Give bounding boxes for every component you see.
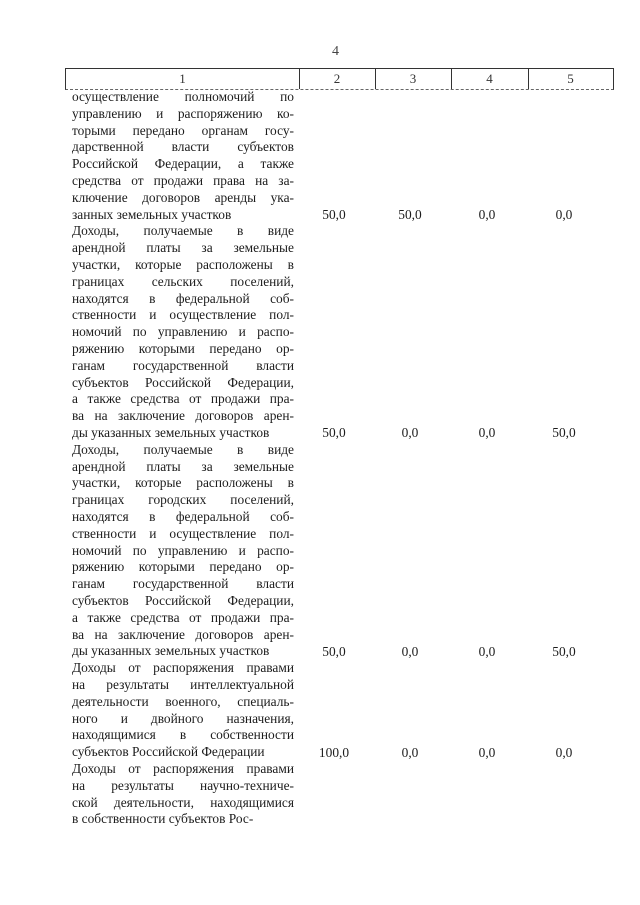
description-line: деятельности военного, специаль-	[72, 693, 294, 709]
value-col-3: 0,0	[401, 643, 419, 659]
description-line: субъектов Российской Федерации,	[72, 374, 294, 390]
description-line: а также средства от продажи пра-	[72, 391, 294, 407]
row-description	[72, 89, 294, 223]
description-line: находящимися в собственности	[72, 727, 294, 743]
header-col-1: 1	[179, 71, 186, 86]
description-line: ской деятельности, находящимися	[72, 794, 294, 810]
description-line: Российской Федерации, а также	[72, 156, 294, 172]
description-line: находятся в федеральной соб-	[72, 290, 294, 306]
description-line: а также средства от продажи пра-	[72, 609, 294, 625]
description-line: Доходы, получаемые в виде	[72, 441, 294, 457]
header-col-4: 4	[486, 71, 493, 86]
description-line: границах городских поселений,	[72, 492, 294, 508]
value-col-4: 0,0	[478, 643, 496, 659]
description-line: участки, которые расположены в	[72, 475, 294, 491]
value-col-5: 50,0	[552, 425, 576, 441]
value-col-3: 0,0	[401, 425, 419, 441]
header-col-3: 3	[409, 71, 417, 86]
row-description	[72, 442, 294, 660]
value-col-4: 0,0	[478, 425, 496, 441]
description-line: субъектов Российской Федерации,	[72, 592, 294, 608]
value-col-3: 0,0	[401, 744, 419, 760]
description-line: арендной платы за земельные	[72, 240, 294, 256]
description-line: ственности и осуществление пол-	[72, 307, 294, 323]
page-number: 4	[332, 44, 339, 59]
description-line: ганам государственной власти	[72, 576, 294, 592]
value-col-2: 100,0	[318, 744, 350, 760]
description-line: занных земельных участков	[72, 206, 232, 222]
description-line: в собственности субъектов Рос-	[72, 811, 254, 827]
description-line: ды указанных земельных участков	[72, 643, 270, 659]
description-line: ряжению которыми передано ор-	[72, 340, 294, 356]
value-col-4: 0,0	[478, 207, 496, 223]
description-line: Доходы, получаемые в виде	[72, 223, 294, 239]
value-col-2: 50,0	[322, 207, 346, 223]
description-line: находятся в федеральной соб-	[72, 508, 294, 524]
description-line: торыми передано органам госу-	[72, 122, 294, 138]
row-description	[72, 761, 294, 828]
value-col-3: 50,0	[398, 207, 422, 223]
description-line: на результаты научно-техниче-	[72, 777, 294, 793]
description-line: ного и двойного назначения,	[72, 710, 294, 726]
value-col-5: 0,0	[555, 744, 573, 760]
description-line: ва на заключение договоров арен-	[72, 408, 294, 424]
description-line: номочий по управлению и распо-	[72, 542, 294, 558]
description-line: на результаты интеллектуальной	[72, 676, 294, 692]
description-line: Доходы от распоряжения правами	[72, 761, 294, 776]
description-line: субъектов Российской Федерации	[72, 744, 265, 760]
value-col-5: 0,0	[555, 207, 573, 223]
description-line: осуществление полномочий по	[72, 89, 294, 104]
value-col-2: 50,0	[322, 425, 346, 441]
description-line: ва на заключение договоров арен-	[72, 626, 294, 642]
description-line: ряжению которыми передано ор-	[72, 559, 294, 575]
description-line: участки, которые расположены в	[72, 256, 294, 272]
description-line: Доходы от распоряжения правами	[72, 660, 294, 676]
description-line: ключение договоров аренды ука-	[72, 189, 294, 205]
description-line: ганам государственной власти	[72, 357, 294, 373]
table-header	[65, 68, 614, 90]
description-line: арендной платы за земельные	[72, 458, 294, 474]
row-description	[72, 660, 294, 761]
header-col-5: 5	[567, 71, 574, 86]
value-col-5: 50,0	[552, 643, 576, 659]
description-line: границах сельских поселений,	[72, 273, 294, 289]
header-col-2: 2	[333, 71, 341, 86]
description-line: номочий по управлению и распо-	[72, 324, 294, 340]
row-description	[72, 223, 294, 441]
description-line: средства от продажи права на за-	[72, 172, 294, 188]
description-line: управлению и распоряжению ко-	[72, 105, 294, 121]
description-line: дарственной власти субъектов	[72, 139, 294, 155]
description-line: ды указанных земельных участков	[72, 424, 270, 440]
value-col-2: 50,0	[322, 643, 346, 659]
description-line: ственности и осуществление пол-	[72, 525, 294, 541]
value-col-4: 0,0	[478, 744, 496, 760]
